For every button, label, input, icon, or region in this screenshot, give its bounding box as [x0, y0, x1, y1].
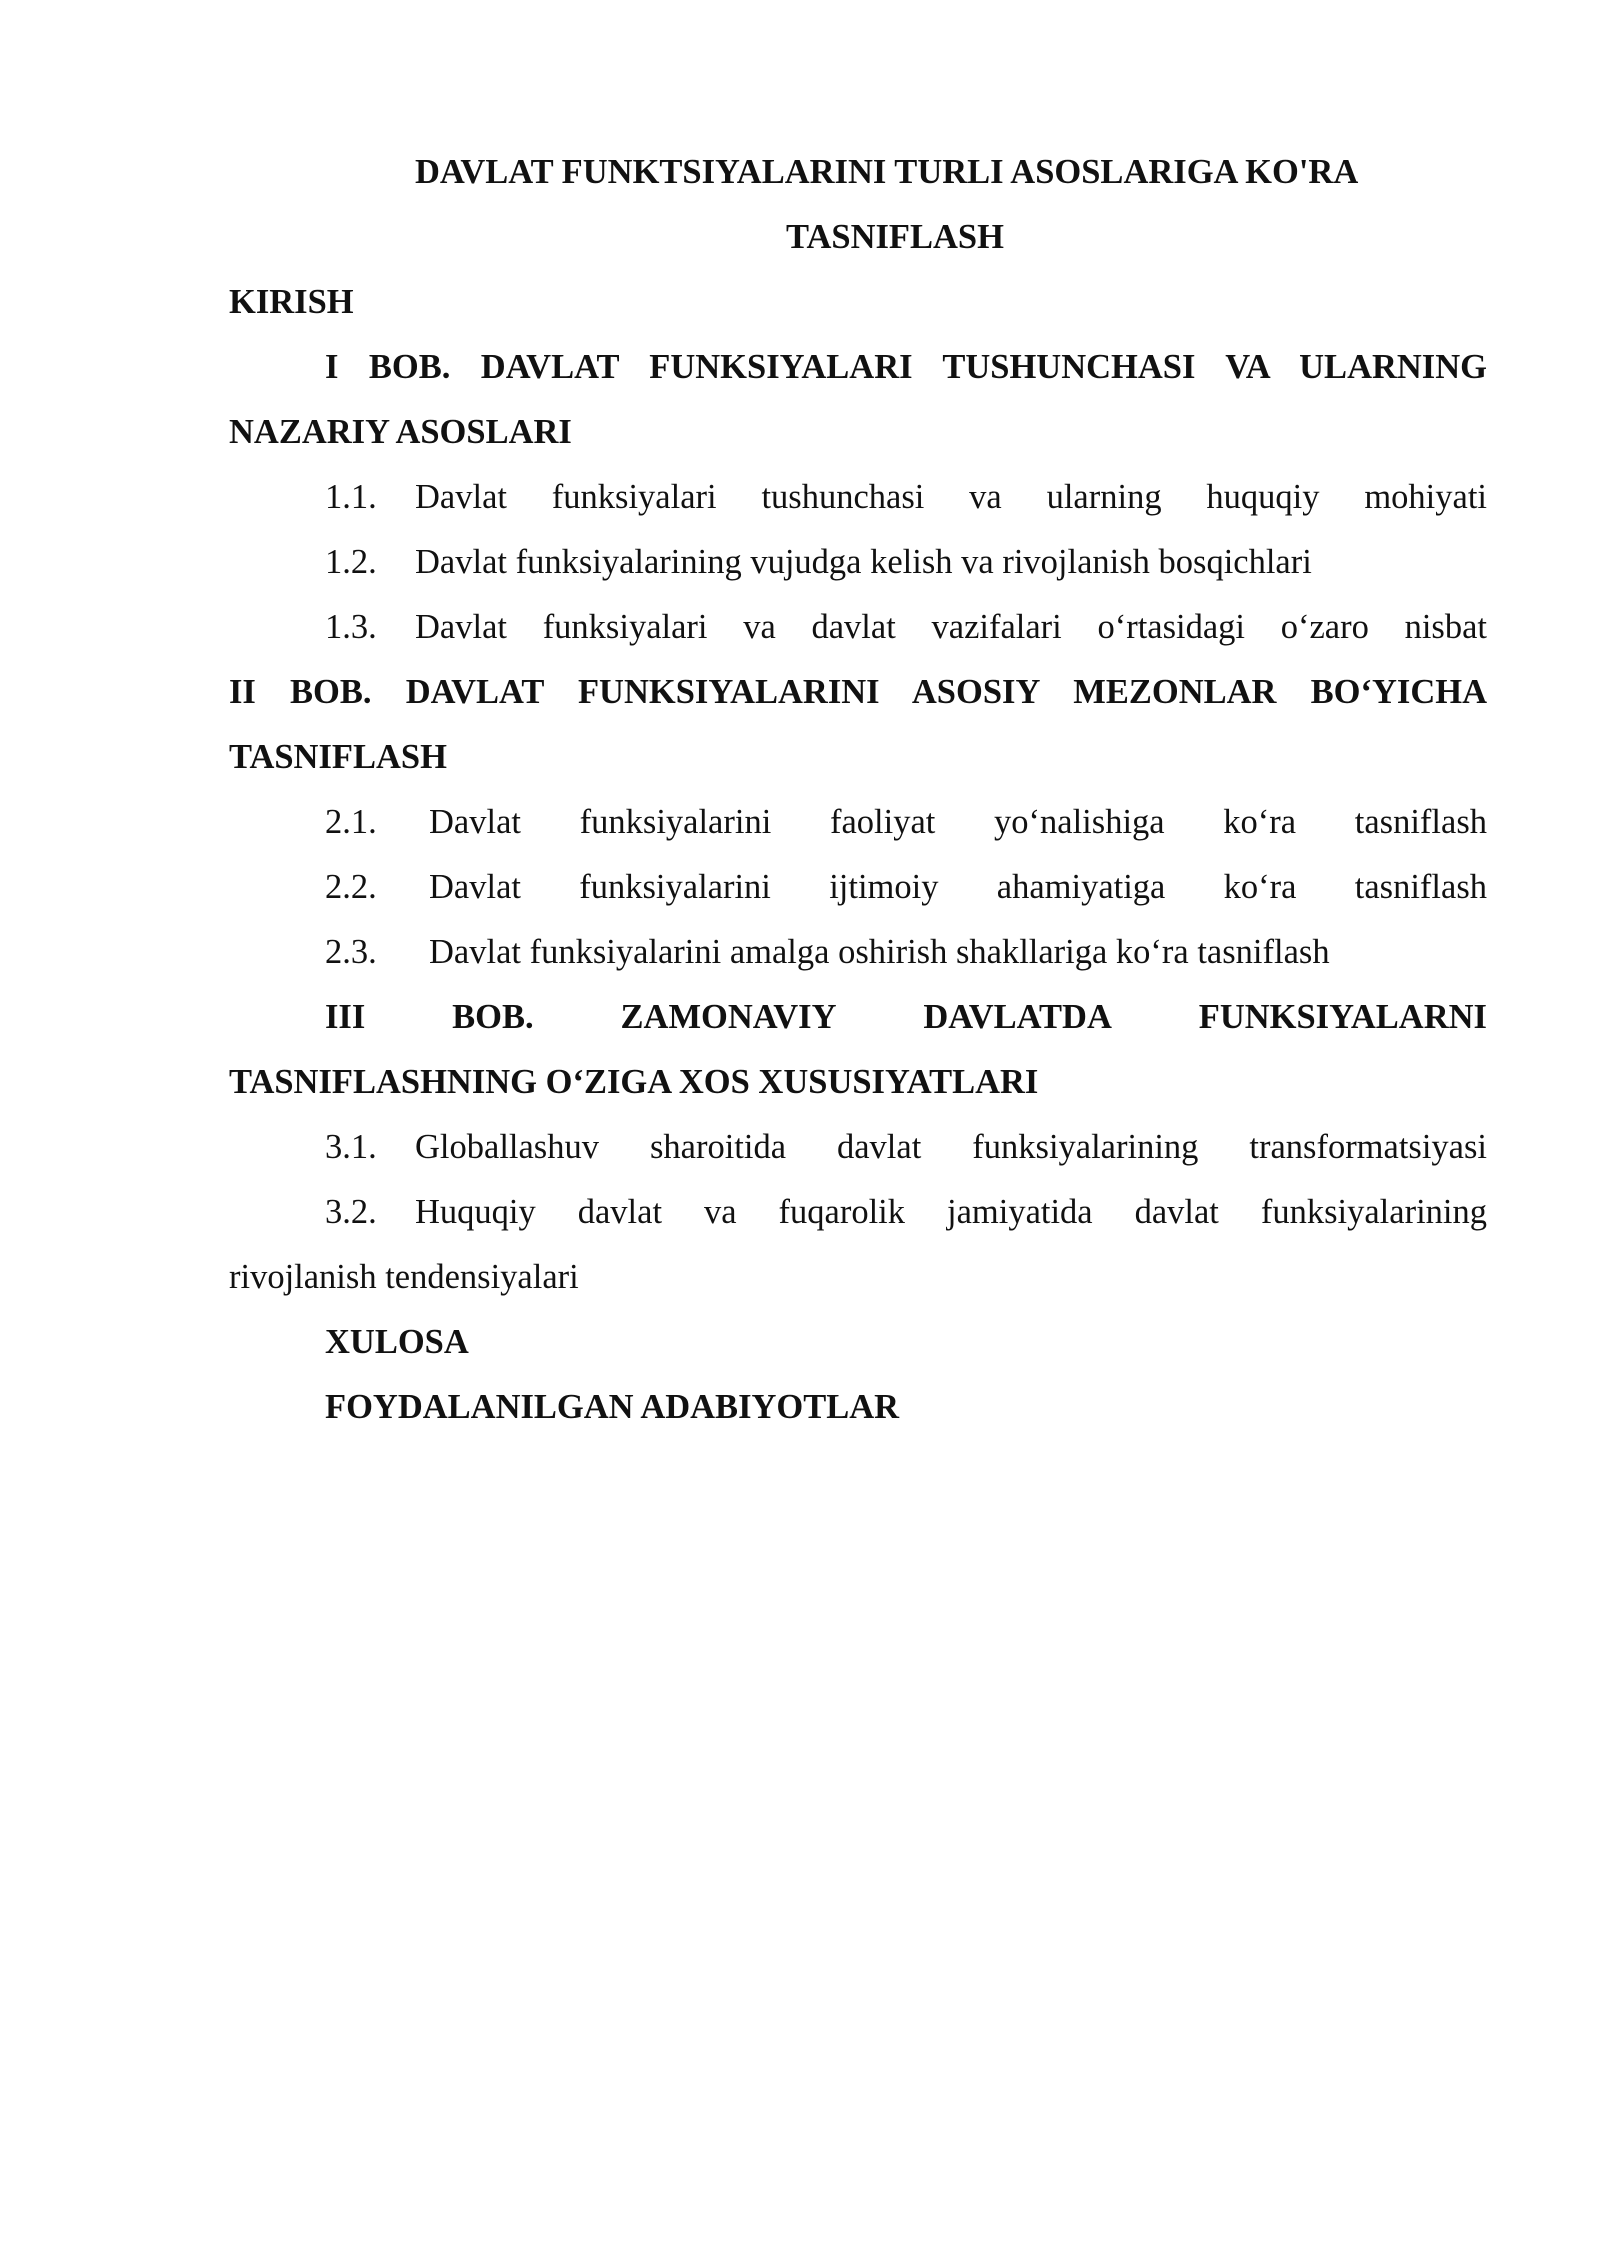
document-title-line-2: TASNIFLASH — [786, 218, 1004, 256]
chapter-1-heading-line-2: NAZARIY ASOSLARI — [229, 413, 572, 451]
toc-item-number: 1.2. — [325, 543, 377, 581]
toc-item-2-3 — [229, 920, 1487, 985]
toc-item-text: Davlat funksiyalari va davlat vazifalari o‘rtasidagi o‘zaro nisbat — [415, 608, 1487, 646]
chapter-3-heading-line-1 — [229, 985, 1487, 1050]
toc-item-number: 3.2. — [325, 1193, 377, 1231]
chapter-3-word: DAVLATDA — [923, 998, 1112, 1036]
chapter-2-heading-line-1: II BOB. DAVLAT FUNKSIYALARINI ASOSIY MEZONLAR BO‘YICHA — [229, 673, 1487, 711]
chapter-3-word: ZAMONAVIY — [620, 998, 837, 1036]
toc-item-text: Davlat funksiyalarini amalga oshirish shakllariga ko‘ra tasniflash — [429, 933, 1330, 971]
toc-item-1-2 — [229, 530, 1487, 595]
toc-item-number: 1.3. — [325, 608, 377, 646]
chapter-2-heading-line-2: TASNIFLASH — [229, 738, 447, 776]
chapter-3-word: BOB. — [452, 998, 534, 1036]
toc-item-1-1 — [229, 465, 1487, 530]
toc-item-3-2-continuation: rivojlanish tendensiyalari — [229, 1258, 579, 1296]
toc-item-number: 1.1. — [325, 478, 377, 516]
toc-item-number: 2.3. — [325, 933, 377, 971]
chapter-1-heading-line-1: I BOB. DAVLAT FUNKSIYALARI TUSHUNCHASI VA ULARNING — [325, 348, 1487, 386]
chapter-3-word: FUNKSIYALARNI — [1198, 998, 1487, 1036]
document-title-line-1: DAVLAT FUNKTSIYALARINI TURLI ASOSLARIGA KO'RA — [415, 153, 1359, 191]
toc-item-2-1 — [229, 790, 1487, 855]
toc-item-number: 2.1. — [325, 803, 377, 841]
references-heading: FOYDALANILGAN ADABIYOTLAR — [325, 1388, 900, 1426]
toc-item-number: 2.2. — [325, 868, 377, 906]
toc-item-number: 3.1. — [325, 1128, 377, 1166]
chapter-3-heading-line-2: TASNIFLASHNING O‘ZIGA XOS XUSUSIYATLARI — [229, 1063, 1039, 1101]
toc-item-text: Huquqiy davlat va fuqarolik jamiyatida davlat funksiyalarining — [415, 1193, 1487, 1231]
toc-item-2-2 — [229, 855, 1487, 920]
toc-item-text: Davlat funksiyalarining vujudga kelish va rivojlanish bosqichlari — [415, 543, 1312, 581]
toc-item-text: Globallashuv sharoitida davlat funksiyalarining transformatsiyasi — [415, 1128, 1487, 1166]
toc-item-1-3 — [229, 595, 1487, 660]
toc-item-text: Davlat funksiyalarini faoliyat yo‘nalishiga ko‘ra tasniflash — [429, 803, 1487, 841]
chapter-3-word: III — [325, 998, 366, 1036]
toc-item-3-2 — [229, 1180, 1487, 1245]
toc-item-3-1 — [229, 1115, 1487, 1180]
table-of-contents — [229, 140, 1487, 1440]
toc-item-text: Davlat funksiyalarini ijtimoiy ahamiyatiga ko‘ra tasniflash — [429, 868, 1487, 906]
intro-heading: KIRISH — [229, 283, 354, 321]
toc-item-text: Davlat funksiyalari tushunchasi va ularning huquqiy mohiyati — [415, 478, 1487, 516]
conclusion-heading: XULOSA — [325, 1323, 469, 1361]
